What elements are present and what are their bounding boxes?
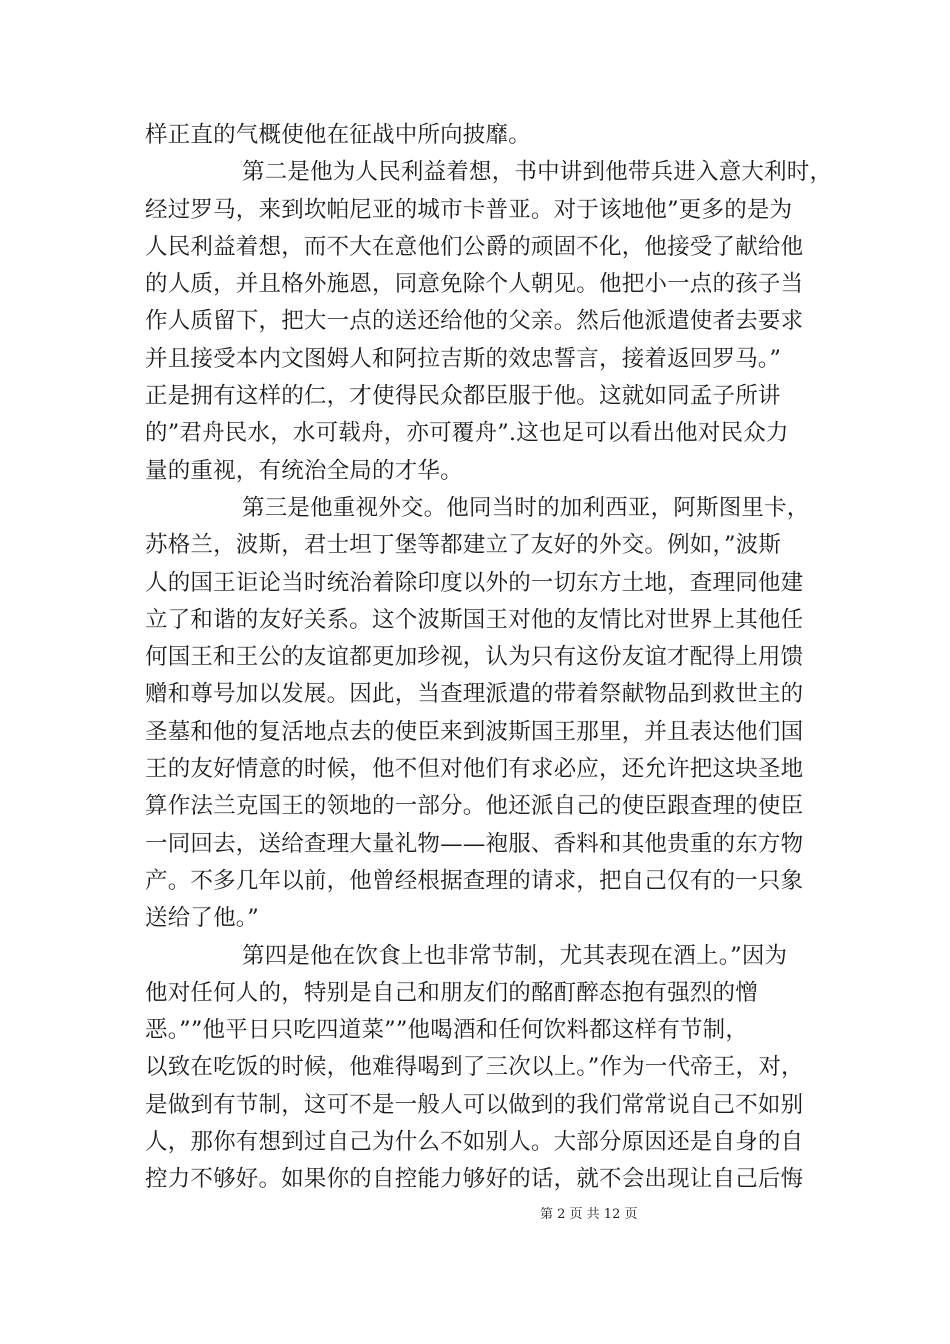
text-line: 人民利益着想，而不大在意他们公爵的顽固不化，他接受了献给他: [145, 233, 804, 260]
body-text: [145, 117, 833, 1199]
text-line: 立了和谐的友好关系。这个波斯国王对他的友情比对世界上其他任: [145, 606, 804, 633]
text-line: 送给了他。”: [145, 905, 259, 932]
text-line: 人，那你有想到过自己为什么不如别人。大部分原因还是自身的自: [145, 1129, 804, 1156]
page-number-label: 第 2 页 共 12 页: [540, 1207, 638, 1222]
text-line: 以致在吃饭的时候，他难得喝到了三次以上。”作为一代帝王，对，: [145, 1054, 804, 1081]
text-line: 第四是他在饮食上也非常节制，尤其表现在酒上。”因为: [242, 942, 788, 969]
text-line: 样正直的气概使他在征战中所向披靡。: [145, 122, 531, 148]
text-line: 是做到有节制，这可不是一般人可以做到的我们常常说自己不如别: [145, 1091, 804, 1118]
text-line: 的人质，并且格外施恩，同意免除个人朝见。他把小一点的孩子当: [145, 271, 804, 298]
text-line: 第二是他为人民利益着想，书中讲到他带兵进入意大利时，: [242, 159, 833, 186]
text-line: 产。不多几年以前，他曾经根据查理的请求，把自己仅有的一只象: [145, 867, 804, 894]
text-line: 赠和尊号加以发展。因此，当查理派遣的带着祭献物品到救世主的: [145, 681, 804, 708]
text-line: 人的国王讵论当时统治着除印度以外的一切东方土地，查理同他建: [145, 569, 804, 596]
text-line: 第三是他重视外交。他同当时的加利西亚，阿斯图里卡，: [242, 494, 810, 521]
text-line: 经过罗马，来到坎帕尼亚的城市卡普亚。对于该地他”更多的是为: [145, 196, 793, 223]
text-line: 圣墓和他的复活地点去的使臣来到波斯国王那里，并且表达他们国: [145, 718, 804, 745]
text-line: 控力不够好。如果你的自控能力够好的话，就不会出现让自己后悔: [145, 1166, 804, 1193]
text-line: 作人质留下，把大一点的送还给他的父亲。然后他派遣使者去要求: [145, 308, 804, 335]
text-line: 量的重视，有统治全局的才华。: [145, 457, 463, 484]
text-line: 王的友好情意的时候，他不但对他们有求必应，还允许把这块圣地: [145, 756, 804, 783]
text-line: 苏格兰，波斯，君士坦丁堡等都建立了友好的外交。例如，”波斯: [145, 532, 782, 559]
text-line: 并且接受本内文图姆人和阿拉吉斯的效忠誓言，接着返回罗马。”: [145, 345, 782, 372]
text-line: 恶。””他平日只吃四道菜””他喝酒和任何饮料都这样有节制，: [145, 1017, 749, 1044]
text-line: 算作法兰克国王的领地的一部分。他还派自己的使臣跟查理的使臣: [145, 793, 804, 820]
text-line: 的”君舟民水，水可载舟，亦可覆舟”.这也足可以看出他对民众力: [145, 420, 789, 447]
text-line: 何国王和王公的友谊都更加珍视，认为只有这份友谊才配得上用馈: [145, 644, 804, 671]
page-footer: [0, 1203, 950, 1222]
text-line: 他对任何人的，特别是自己和朋友们的酩酊醉态抱有强烈的憎: [145, 979, 758, 1006]
text-line: 一同回去，送给查理大量礼物——袍服、香料和其他贵重的东方物: [145, 830, 804, 857]
text-line: 正是拥有这样的仁，才使得民众都臣服于他。这就如同孟子所讲: [145, 383, 781, 410]
